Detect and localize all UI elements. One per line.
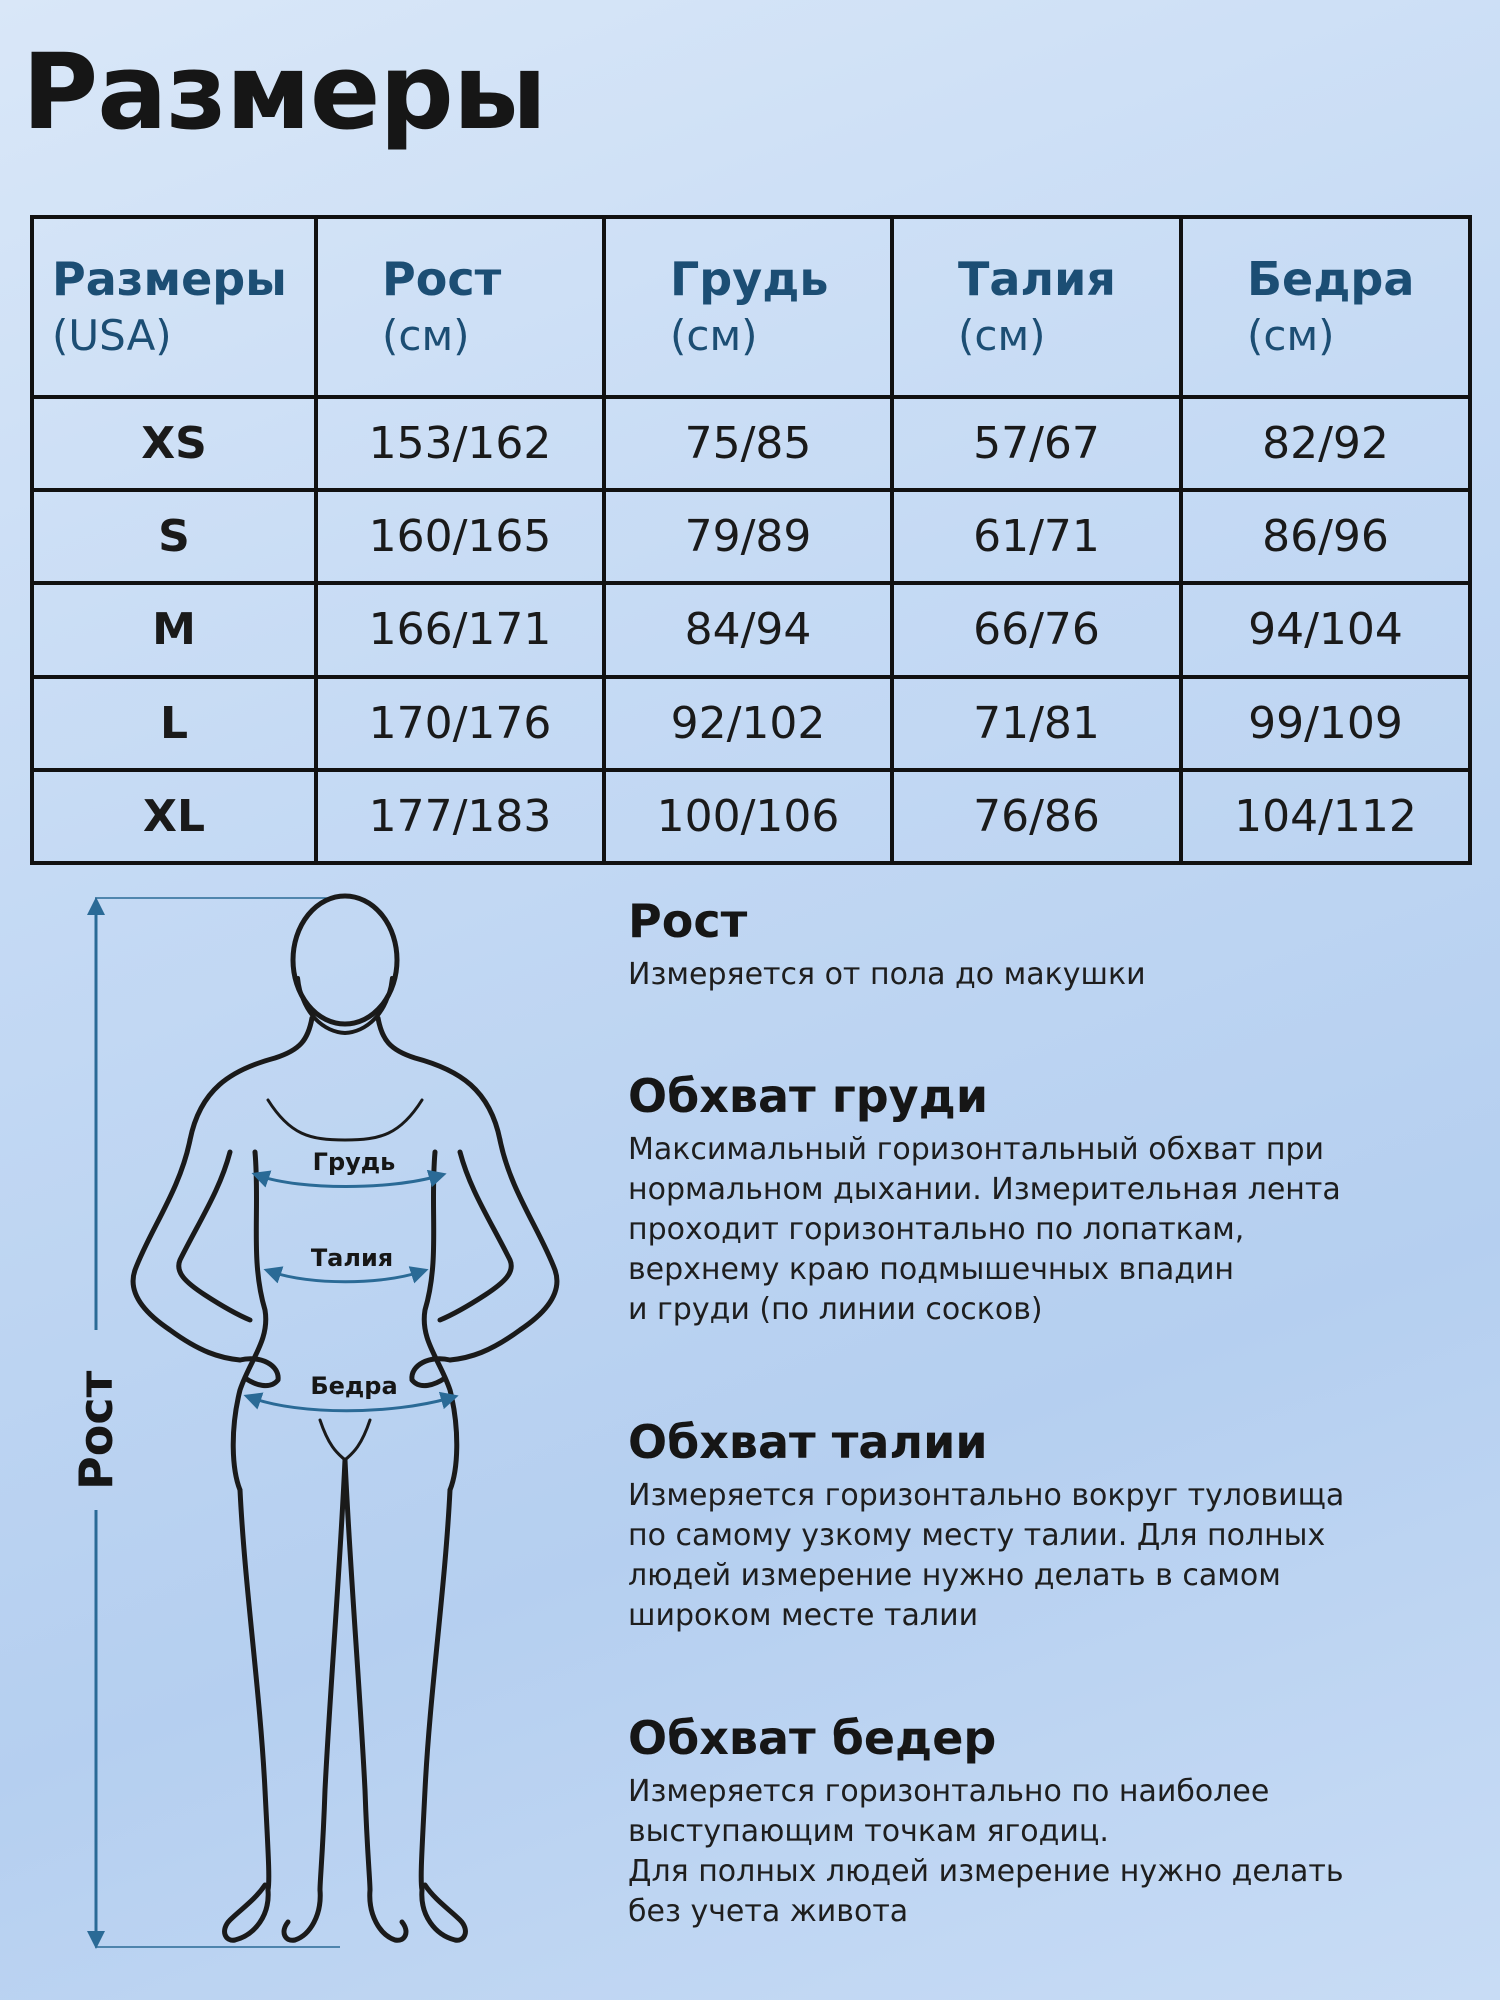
description-line: людей измерение нужно делать в самом	[628, 1558, 1281, 1593]
chest-cell: 100/106	[604, 770, 892, 863]
size-cell: S	[32, 490, 316, 583]
height-cell: 153/162	[316, 397, 604, 490]
description-line: нормальном дыхании. Измерительная лента	[628, 1172, 1341, 1207]
header-hips	[1181, 217, 1470, 397]
section-chest	[628, 1068, 1488, 1330]
section-title: Обхват бедер	[628, 1711, 997, 1765]
header-unit: (см)	[958, 311, 1046, 360]
description-line: Измеряется от пола до макушки	[628, 957, 1146, 992]
section-description	[628, 1772, 1488, 1932]
chest-cell: 75/85	[604, 397, 892, 490]
description-line: и груди (по линии сосков)	[628, 1292, 1043, 1327]
head	[293, 896, 397, 1024]
table-row	[32, 397, 1470, 490]
header-title: Бедра	[1247, 252, 1415, 306]
header-title: Грудь	[670, 252, 829, 306]
table-row	[32, 770, 1470, 863]
header-unit: (см)	[382, 311, 470, 360]
chest-arrow	[260, 1176, 438, 1187]
body-figure	[40, 890, 600, 1980]
description-line: Для полных людей измерение нужно делать	[628, 1854, 1344, 1889]
section-title: Обхват талии	[628, 1415, 988, 1469]
header-unit: (см)	[1247, 311, 1335, 360]
page-title: Размеры	[22, 31, 546, 153]
table-row	[32, 677, 1470, 770]
chest-cell: 84/94	[604, 583, 892, 676]
height-cell: 170/176	[316, 677, 604, 770]
section-waist	[628, 1414, 1488, 1636]
table-header-row	[32, 217, 1470, 397]
hips-label: Бедра	[310, 1372, 398, 1400]
waist-label: Талия	[310, 1244, 394, 1272]
header-unit: (USA)	[52, 311, 172, 360]
header-title: Размеры	[52, 252, 287, 306]
header-unit: (см)	[670, 311, 758, 360]
description-line: широком месте талии	[628, 1598, 979, 1633]
table-row	[32, 583, 1470, 676]
section-description	[628, 1130, 1488, 1330]
chest-cell: 79/89	[604, 490, 892, 583]
waist-cell: 66/76	[892, 583, 1181, 676]
waist-arrow	[272, 1272, 420, 1282]
description-line: проходит горизонтально по лопаткам,	[628, 1212, 1245, 1247]
body-illustration	[40, 890, 600, 1980]
description-line: без учета живота	[628, 1894, 909, 1929]
header-waist	[892, 217, 1181, 397]
section-height	[628, 893, 1488, 995]
size-table	[30, 215, 1472, 865]
section-hips	[628, 1710, 1488, 1932]
chest-cell: 92/102	[604, 677, 892, 770]
section-description	[628, 955, 1488, 995]
height-cell: 160/165	[316, 490, 604, 583]
waist-cell: 57/67	[892, 397, 1181, 490]
section-title: Обхват груди	[628, 1069, 989, 1123]
section-description	[628, 1476, 1488, 1636]
header-chest	[604, 217, 892, 397]
section-title: Рост	[628, 894, 748, 948]
description-line: Измеряется горизонтально вокруг туловища	[628, 1478, 1345, 1513]
header-title: Рост	[382, 252, 502, 306]
body-outline	[133, 896, 557, 1940]
hips-cell: 99/109	[1181, 677, 1470, 770]
table-row	[32, 490, 1470, 583]
description-line: Измеряется горизонтально по наиболее	[628, 1774, 1270, 1809]
size-cell: XS	[32, 397, 316, 490]
size-cell: M	[32, 583, 316, 676]
description-line: по самому узкому месту талии. Для полных	[628, 1518, 1326, 1553]
height-cell: 177/183	[316, 770, 604, 863]
hips-cell: 86/96	[1181, 490, 1470, 583]
size-cell: XL	[32, 770, 316, 863]
hips-cell: 104/112	[1181, 770, 1470, 863]
size-cell: L	[32, 677, 316, 770]
waist-cell: 61/71	[892, 490, 1181, 583]
header-title: Талия	[958, 252, 1116, 306]
description-line: Максимальный горизонтальный обхват при	[628, 1132, 1325, 1167]
chest-label: Грудь	[312, 1148, 396, 1176]
description-line: выступающим точкам ягодиц.	[628, 1814, 1109, 1849]
hips-cell: 82/92	[1181, 397, 1470, 490]
header-size	[32, 217, 316, 397]
description-line: верхнему краю подмышечных впадин	[628, 1252, 1235, 1287]
waist-cell: 76/86	[892, 770, 1181, 863]
waist-cell: 71/81	[892, 677, 1181, 770]
header-height	[316, 217, 604, 397]
height-label: Рост	[69, 1370, 123, 1490]
hips-cell: 94/104	[1181, 583, 1470, 676]
height-cell: 166/171	[316, 583, 604, 676]
